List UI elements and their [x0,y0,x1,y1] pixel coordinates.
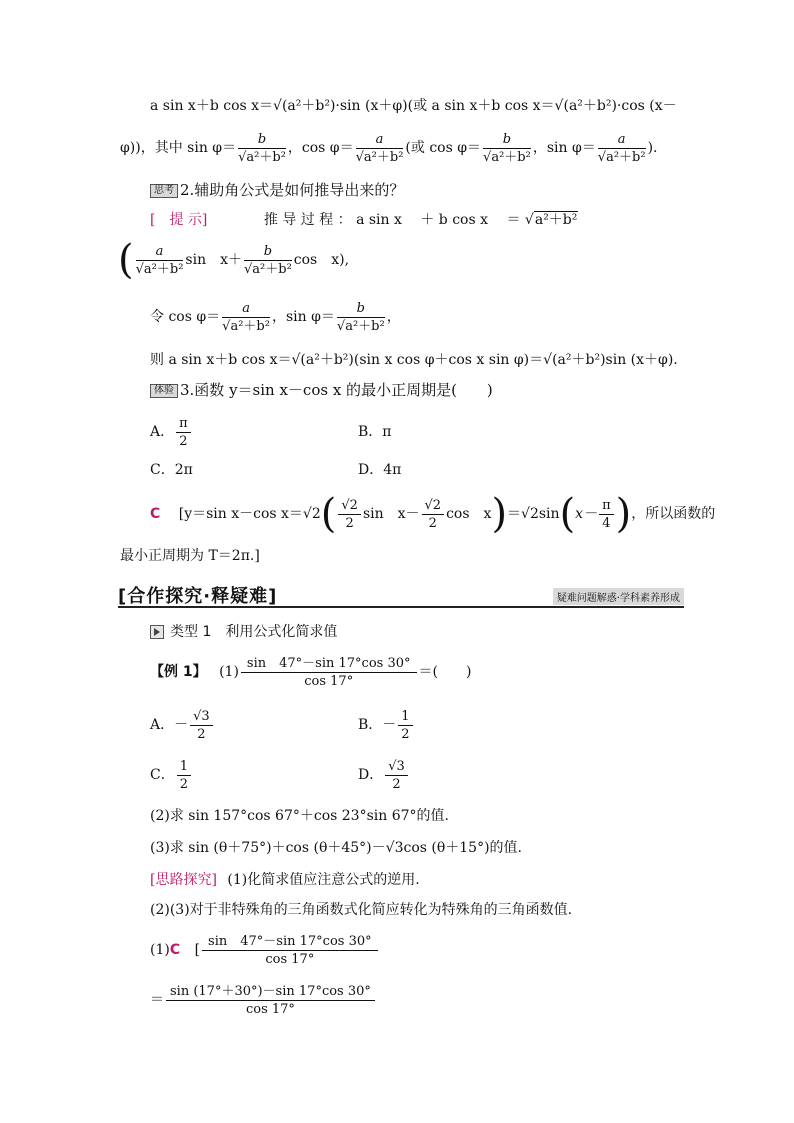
section-title: [合作探究·释疑难] [118,586,278,607]
approach-line-2: (2)(3)对于非特殊角的三角函数式化简应转化为特殊角的三角函数值. [150,902,573,918]
exp-answer: C [150,506,161,522]
think-tag: 思考 [150,184,178,198]
section-subtitle: 疑难问题解惑·学科素养形成 [553,588,684,605]
example-part-2: (2)求 sin 157°cos 67°＋cos 23°sin 67°的值. [150,808,449,824]
approach-label: [思路探究] [150,872,217,888]
experience-tag: 体验 [150,384,178,398]
solution-line-2: ＝ $\frac{\sin (17^\circ+30^\circ)-\sin 17^\circ\cos 30^\circ}{\cos 17^\circ}$ [150,980,377,1020]
think-question: 思考 2.辅助角公式是如何推导出来的？ [150,180,404,200]
derivation-line: ( $\frac{a}{\text{√a²＋b²}}$ sin x＋ $\frac{b}{\text{√a²＋b²}}$ cos x), [118,237,350,283]
intro-line-2: φ))，其中 sin φ＝ $\frac{b}{\text{√a²＋b²}}$ ，cos φ＝ $\frac{a}{\text{√a²＋b²}}$ (或 cos φ＝ $\frac{b}{\text{√a²＋b²}}$ ，sin φ＝ $\frac{a}{\text{√a²＋b²}}$ ). [120,131,658,165]
hint-label: [ 提 示] [150,212,208,228]
ex-option-d: D． $\frac{√3}{2}$ [358,756,410,794]
type-1-heading: 类型 1 利用公式化简求值 [150,622,337,642]
ex-option-c: C． $\frac{1}{2}$ [150,756,193,794]
example-label: 【例 1】 [150,664,207,680]
let-line: 令 cos φ＝ $\frac{a}{\text{√a²＋b²}}$ ，sin φ＝ $\frac{b}{\text{√a²＋b²}}$ ， [150,300,401,334]
example-part-3: (3)求 sin (θ＋75°)＋cos (θ＋45°)－√3cos (θ＋15°)的值. [150,840,522,856]
play-triangle-icon [150,625,164,639]
section-header [118,582,684,608]
exp-option-d: D．4π [358,462,402,478]
exp-option-b: B．π [358,424,392,440]
approach-line-1: [思路探究] (1)化简求值应注意公式的逆用. [150,872,420,888]
exp-solution-line-2: 最小正周期为 T＝2π.] [120,548,260,564]
cos-phi-fraction: $\frac{a}{\text{√a²＋b²}}$ [355,131,404,165]
ex-option-a: A．－ $\frac{√3}{2}$ [150,706,215,744]
hint-line: [ 提 示] 推 导 过 程 ： a sin x ＋ b cos x ＝ √a²＋b² [150,212,578,228]
exp-option-a: A． $\frac{\pi}{2}$ [150,414,193,450]
solution-answer: C [169,942,181,958]
experience-question: 体验 3.函数 y＝sin x－cos x 的最小正周期是( ) [150,380,493,400]
intro-line-1: a sin x＋b cos x＝√(a²＋b²)·sin (x＋φ)(或 a sin x＋b cos x＝√(a²＋b²)·cos (x－ [150,98,677,114]
example-1: 【例 1】 (1) $\frac{\sin 47^\circ-\sin 17^\circ\cos 30^\circ}{\cos 17^\circ}$ ＝( ) [150,655,472,689]
then-line: 则 a sin x＋b cos x＝√(a²＋b²)(sin x cos φ＋cos x sin φ)＝√(a²＋b²)sin (x＋φ). [150,352,678,368]
sin-phi-fraction: $\frac{b}{\text{√a²＋b²}}$ [238,131,286,165]
solution-line-1: (1)C [ $\frac{\sin 47^\circ-\sin 17^\circ\cos 30^\circ}{\cos 17^\circ}$ [150,930,380,970]
alt-cos-phi-fraction: $\frac{b}{\text{√a²＋b²}}$ [483,131,531,165]
ex-option-b: B．－ $\frac{1}{2}$ [358,706,415,744]
exp-solution: C [y＝sin x－cos x＝√2( $\frac{√2}{2}$ sin x－ $\frac{√2}{2}$ cos x)＝√2sin(x－ $\frac{\pi}{4}$ )，所以函数的 [150,491,716,537]
alt-sin-phi-fraction: $\frac{a}{\text{√a²＋b²}}$ [597,131,646,165]
exp-option-c: C．2π [150,462,193,478]
